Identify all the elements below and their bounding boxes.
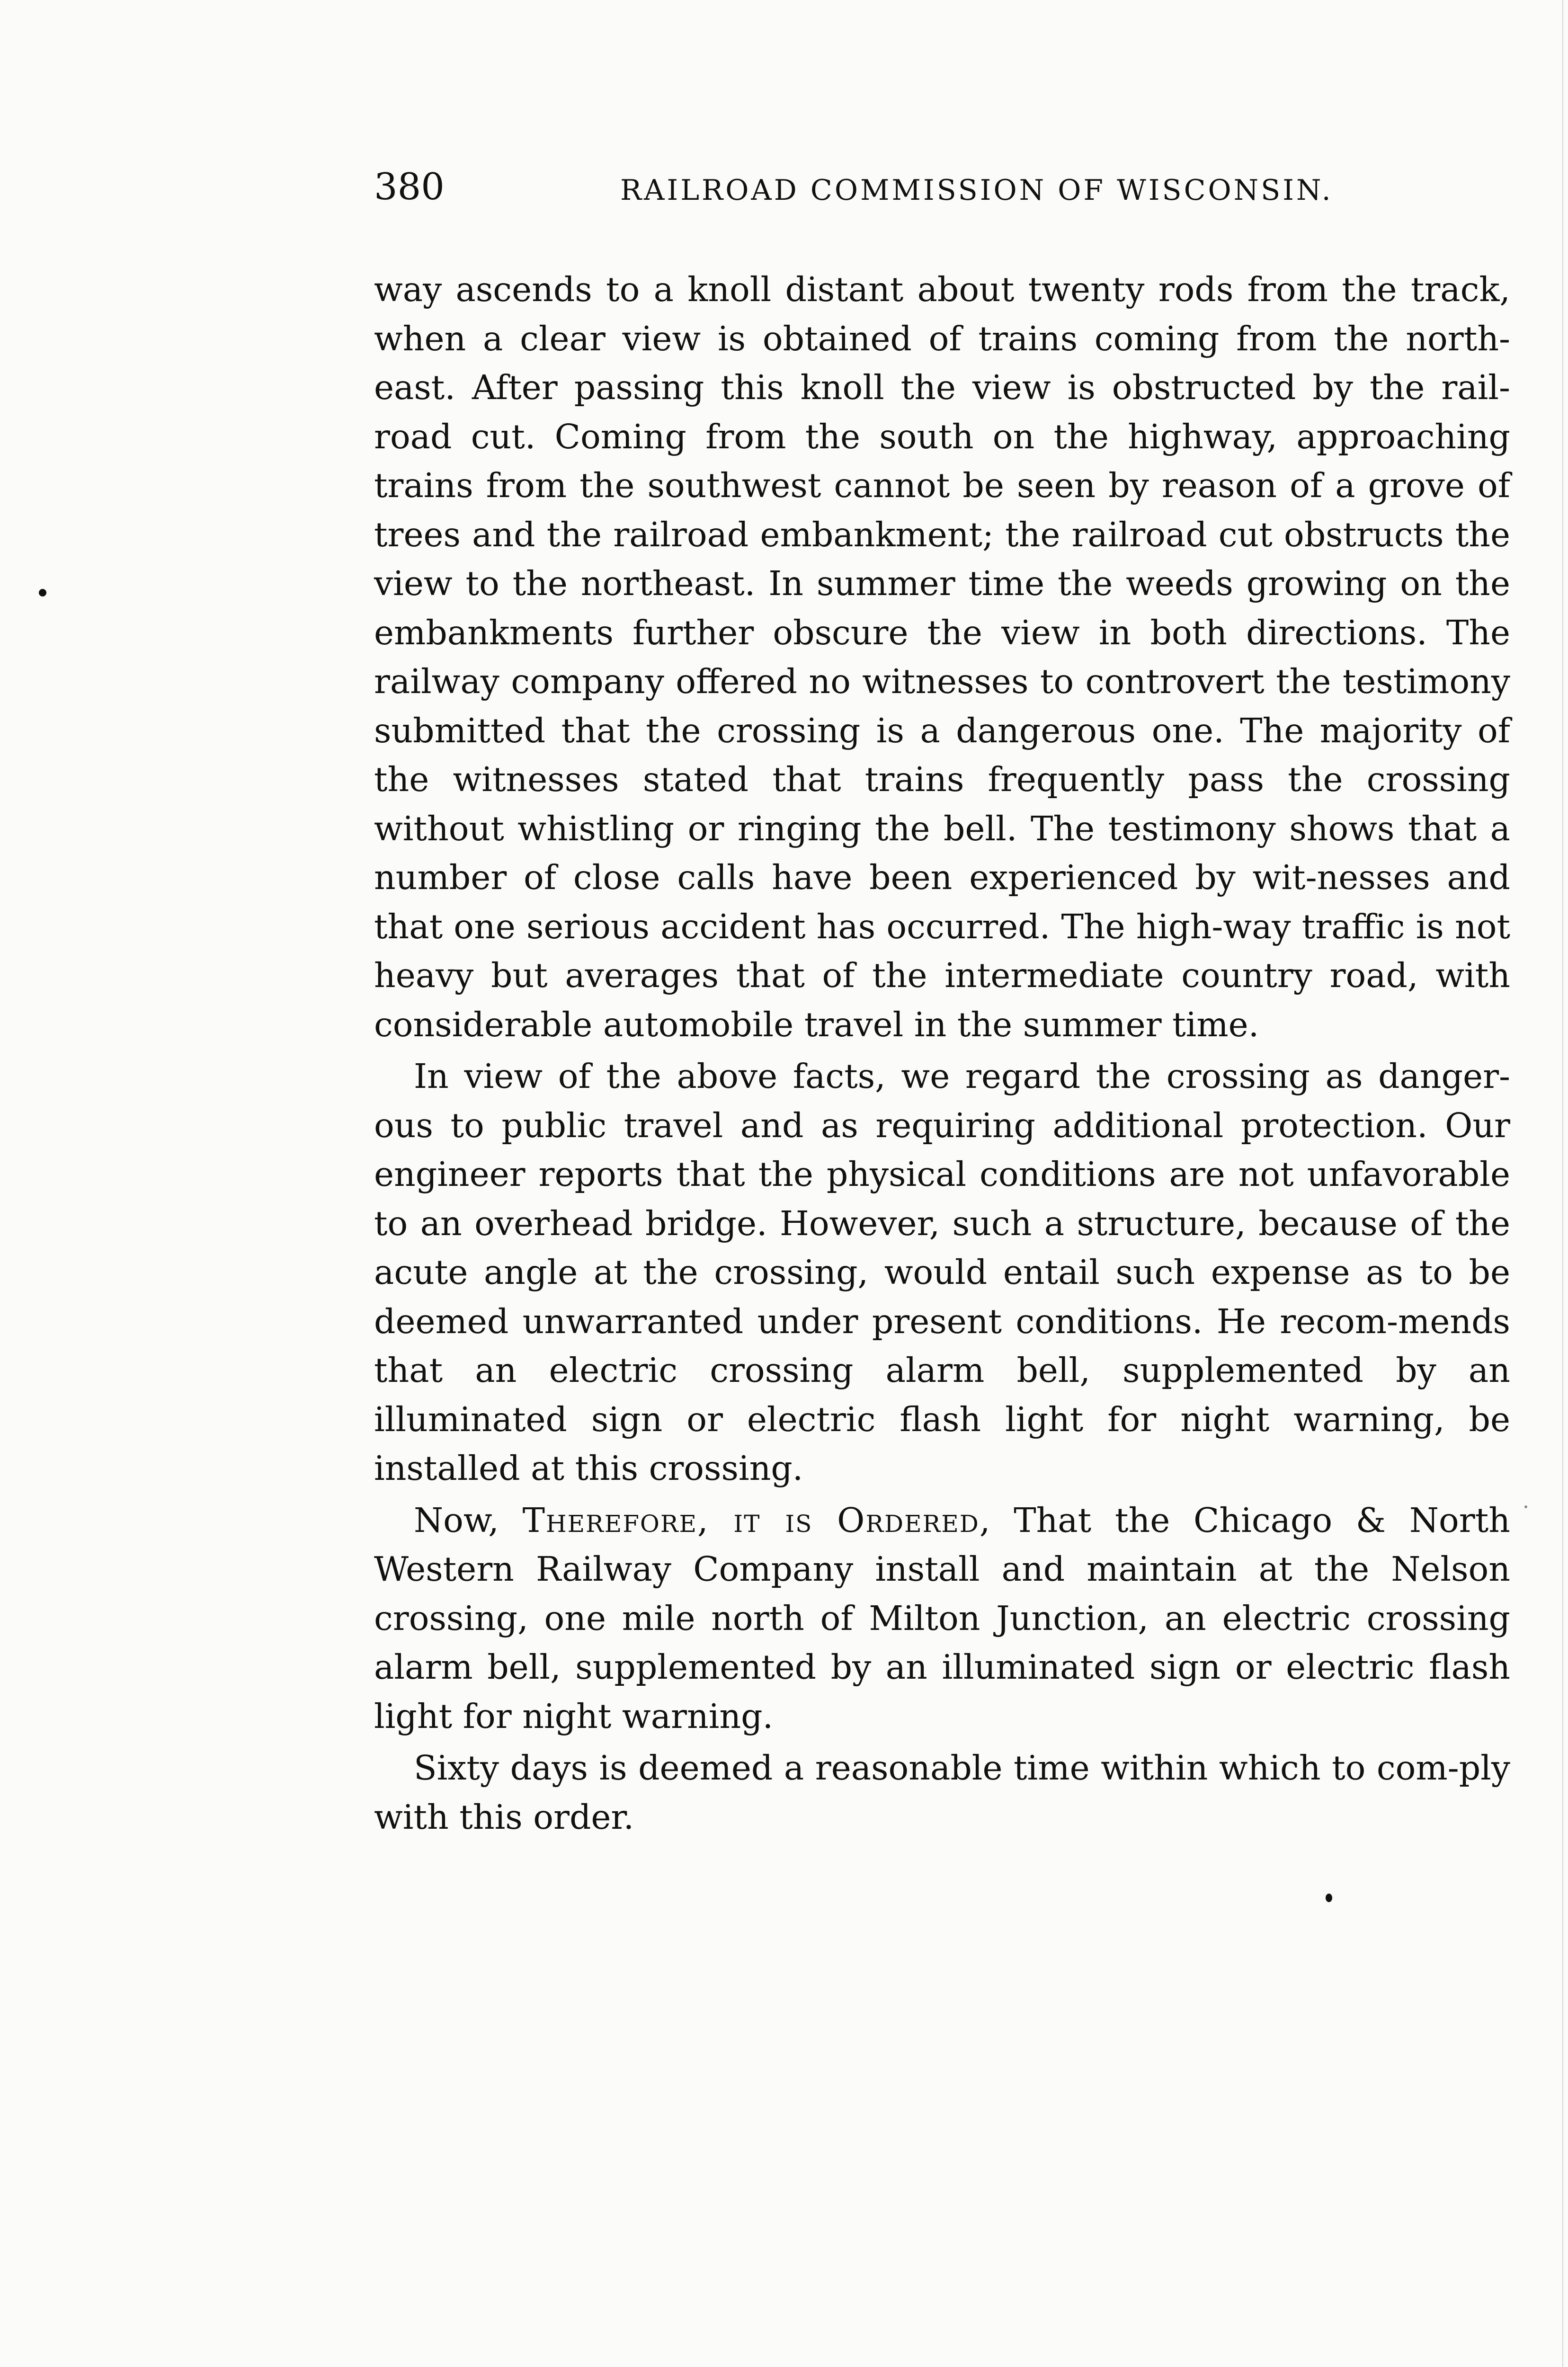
margin-speck [39,589,46,596]
margin-speck [1326,1894,1332,1902]
order-lead: Now, [414,1500,523,1540]
running-head: RAILROAD COMMISSION OF WISCONSIN. [620,174,1333,207]
order-text: , That the Chicago & North Western Railway Company install and maintain at the Nelson crossing, one mile north of Milton Junction, an electric crossing alarm bell, supplemented by an illuminated sign or electric flash light for night warning. [374,1500,1510,1736]
page-edge [1562,0,1563,2367]
page-number: 380 [374,166,445,208]
paragraph-1: way ascends to a knoll distant about twenty rods from the track, when a clear view is obtained of trains coming from the north-east. After passing this knoll the view is obstructed by the rail-road cut. Coming from the south on the highway, approaching trains from the southwest cannot be seen by reason of a grove of trees and the railroad embankment; the railroad cut obstructs the view to the northeast. In summer time the weeds growing on the embankments further obscure the view in both directions. The railway company offered no witnesses to controvert the testimony submitted that the crossing is a dangerous one. The majority of the witnesses stated that trains frequently pass the crossing without whistling or ringing the bell. The testimony shows that a number of close calls have been experienced by wit-nesses and that one serious accident has occurred. The high-way traffic is not heavy but averages that of the intermediate country road, with considerable automobile travel in the summer time. [374,270,1510,1044]
paragraph-4: Sixty days is deemed a reasonable time within which to com-ply with this order. [374,1748,1510,1837]
paragraph-3-order [374,1496,1510,1741]
paragraph-2: In view of the above facts, we regard the crossing as danger-ous to public travel and as requiring additional protection. Our engineer reports that the physical conditions are not unfavorable to an overhead bridge. However, such a structure, because of the acute angle at the crossing, would entail such expense as to be deemed unwarranted under present conditions. He recom-mends that an electric crossing alarm bell, supplemented by an illuminated sign or electric flash light for night warning, be installed at this crossing. [374,1057,1510,1488]
page-header [374,163,1520,215]
body-text [374,265,1510,1844]
margin-speck [1524,1505,1527,1508]
order-phrase: Therefore, it is Ordered [522,1500,980,1540]
